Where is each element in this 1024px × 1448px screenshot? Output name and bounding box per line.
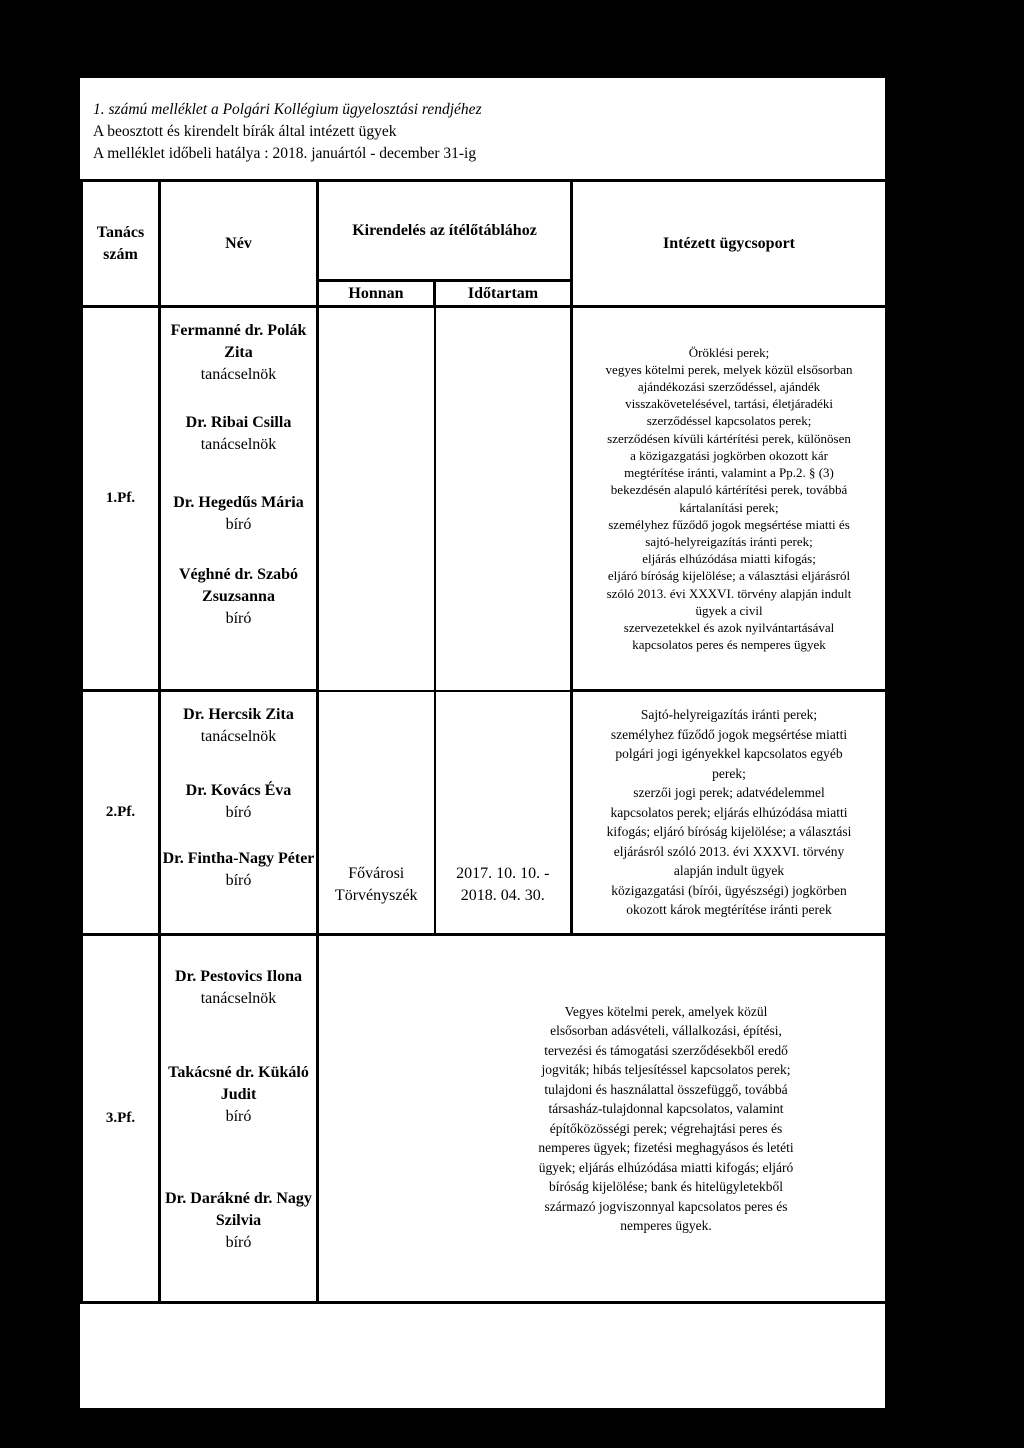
col-header-kirendeles: Kirendelés az ítélőtáblához bbox=[318, 181, 572, 281]
case-line: ügyek; eljárás elhúzódása miatti kifogás; eljáró bbox=[538, 1159, 794, 1175]
case-line: vegyes kötelmi perek, melyek közül elsősorban bbox=[605, 361, 853, 377]
judge-role: bíró bbox=[225, 1108, 252, 1125]
case-line: ajándékozási szerződéssel, ajándék bbox=[637, 379, 821, 395]
judge-entry bbox=[161, 320, 316, 386]
case-line: közigazgatási (bírói, ügyészségi) jogkörben bbox=[611, 882, 847, 898]
case-line: alapján indult ügyek bbox=[673, 863, 785, 879]
table-row bbox=[82, 307, 887, 691]
judge-entry bbox=[161, 492, 316, 536]
case-line: tervezési és támogatási szerződésekből eredő bbox=[544, 1042, 788, 1058]
case-line: személyhez fűződő jogok megsértése miatti bbox=[610, 726, 848, 742]
case-line: a közigazgatási jogkörben okozott kár bbox=[630, 447, 828, 463]
judge-role: tanácselnök bbox=[200, 728, 277, 745]
case-line: szerzői jogi perek; adatvédelemmel bbox=[633, 785, 825, 801]
judge-name: Dr. Pestovics Ilona bbox=[175, 968, 302, 985]
table-row bbox=[82, 691, 887, 935]
assignment-period: 2017. 10. 10. - bbox=[456, 865, 550, 882]
judge-entry bbox=[161, 1188, 316, 1254]
judge-entry bbox=[161, 966, 316, 1010]
case-line: bekezdésén alapuló kártérítési perek, továbbá bbox=[610, 482, 848, 498]
case-line: megtérítése iránti, valamint a Pp.2. § (3) bbox=[624, 465, 834, 481]
case-line: nemperes ügyek; fizetési meghagyásos és letéti bbox=[538, 1140, 794, 1155]
annex-subtitle: A beosztott és kirendelt bírák által intézett ügyek bbox=[93, 123, 397, 140]
case-line: sajtó-helyreigazítás iránti perek; bbox=[645, 533, 813, 549]
case-group-cell bbox=[572, 307, 887, 691]
case-line: perek; bbox=[712, 765, 746, 781]
case-line: okozott károk megtérítése iránti perek bbox=[626, 902, 832, 918]
tanacs-number: 3.Pf. bbox=[82, 935, 160, 1303]
col-header-tanacs: Tanács szám bbox=[82, 181, 160, 307]
judge-name: Dr. Ribai Csilla bbox=[185, 414, 292, 431]
case-line: visszakövetelésével, tartási, életjáradéki bbox=[625, 396, 833, 412]
judge-role: bíró bbox=[225, 516, 252, 533]
judge-name: Dr. Hegedűs Mária bbox=[173, 494, 304, 511]
header-row bbox=[82, 181, 887, 281]
judge-entry bbox=[161, 564, 316, 630]
tanacs-number: 2.Pf. bbox=[82, 691, 160, 935]
case-line: Vegyes kötelmi perek, amelyek közül bbox=[564, 1003, 768, 1019]
judge-name: Dr. Darákné dr. Nagy Szilvia bbox=[165, 1190, 312, 1229]
judge-role: tanácselnök bbox=[200, 436, 277, 453]
case-line: kártalanítási perek; bbox=[679, 499, 779, 515]
judge-name: Véghné dr. Szabó Zsuzsanna bbox=[179, 566, 298, 605]
tanacs-number: 1.Pf. bbox=[82, 307, 160, 691]
col-header-idotartam: Időtartam bbox=[435, 281, 572, 307]
judges-cell bbox=[160, 935, 318, 1303]
judge-name: Dr. Fintha-Nagy Péter bbox=[162, 850, 315, 867]
judge-role: bíró bbox=[225, 804, 252, 821]
case-line: szervezetekkel és azok nyilvántartásával bbox=[623, 619, 835, 635]
judge-role: tanácselnök bbox=[200, 366, 277, 383]
judge-role: bíró bbox=[225, 610, 252, 627]
judge-entry bbox=[161, 412, 316, 456]
case-line: nemperes ügyek. bbox=[620, 1218, 712, 1233]
judge-entry bbox=[161, 704, 316, 748]
case-line: társasház-tulajdonnal kapcsolatos, valamint bbox=[548, 1101, 784, 1116]
judge-name: Dr. Kovács Éva bbox=[185, 782, 292, 799]
case-line: szerződésen kívüli kártérítési perek, különösen bbox=[607, 430, 851, 446]
judge-name: Dr. Hercsik Zita bbox=[183, 706, 294, 723]
case-line: tulajdoni és használattal összefüggő, továbbá bbox=[544, 1081, 788, 1097]
case-line: bíróság kijelölése; bank és hitelügyletekből bbox=[549, 1179, 783, 1194]
case-line: polgári jogi igényekkel kapcsolatos egyéb bbox=[615, 746, 843, 762]
idotartam-cell bbox=[435, 307, 572, 691]
case-line: eljárásról szóló 2013. évi XXXVI. törvény bbox=[613, 843, 845, 859]
judges-cell bbox=[160, 691, 318, 935]
case-line: kapcsolatos perek; eljárás elhúzódása miatti bbox=[610, 804, 848, 820]
honnan-cell bbox=[318, 691, 435, 935]
case-line: ügyek a civil bbox=[695, 602, 763, 618]
judge-role: tanácselnök bbox=[200, 990, 277, 1007]
case-line: eljárás elhúzódása miatti kifogás; bbox=[642, 551, 816, 567]
case-line: Öröklési perek; bbox=[688, 344, 770, 360]
annex-validity: A melléklet időbeli hatálya : 2018. januártól - december 31-ig bbox=[93, 145, 477, 162]
judge-entry bbox=[161, 780, 316, 824]
judge-name: Takácsné dr. Kükáló Judit bbox=[168, 1064, 309, 1103]
col-header-ugycsoport: Intézett ügycsoport bbox=[572, 181, 887, 307]
case-line: eljáró bíróság kijelölése; a választási eljárásról bbox=[607, 568, 851, 584]
case-line: személyhez fűződő jogok megsértése miatti és bbox=[608, 516, 850, 532]
annex-title: 1. számú melléklet a Polgári Kollégium ügyelosztási rendjéhez bbox=[93, 101, 482, 118]
case-group-cell bbox=[318, 935, 887, 1303]
document-page bbox=[80, 78, 885, 1408]
col-header-nev: Név bbox=[160, 181, 318, 307]
judges-cell bbox=[160, 307, 318, 691]
case-group-cell bbox=[572, 691, 887, 935]
idotartam-cell bbox=[435, 691, 572, 935]
judge-entry bbox=[161, 1062, 316, 1128]
case-line: szóló 2013. évi XXXVI. törvény alapján indult bbox=[606, 585, 852, 601]
assignment-period: 2018. 04. 30. bbox=[460, 887, 545, 904]
table-row bbox=[82, 935, 887, 1303]
case-line: jogviták; hibás teljesítéssel kapcsolatos perek; bbox=[541, 1062, 791, 1077]
case-line: Sajtó-helyreigazítás iránti perek; bbox=[640, 707, 818, 723]
case-line: kapcsolatos peres és nemperes ügyek bbox=[632, 637, 826, 653]
case-line: elsősorban adásvételi, vállalkozási, építési, bbox=[550, 1023, 782, 1038]
case-line: szerződéssel kapcsolatos perek; bbox=[646, 413, 812, 429]
judge-role: bíró bbox=[225, 872, 252, 889]
case-line: származó jogviszonnyal kapcsolatos peres és bbox=[544, 1198, 788, 1214]
honnan-cell bbox=[318, 307, 435, 691]
assignment-origin: Törvényszék bbox=[334, 887, 418, 904]
judge-entry bbox=[161, 848, 316, 892]
assignment-table bbox=[80, 179, 888, 1304]
col-header-honnan: Honnan bbox=[318, 281, 435, 307]
judge-name: Fermanné dr. Polák Zita bbox=[170, 322, 307, 361]
case-line: építőközösségi perek; végrehajtási peres és bbox=[549, 1120, 783, 1136]
assignment-origin: Fővárosi bbox=[348, 865, 405, 882]
judge-role: bíró bbox=[225, 1234, 252, 1251]
case-line: kifogás; eljáró bíróság kijelölése; a választási bbox=[606, 824, 852, 840]
